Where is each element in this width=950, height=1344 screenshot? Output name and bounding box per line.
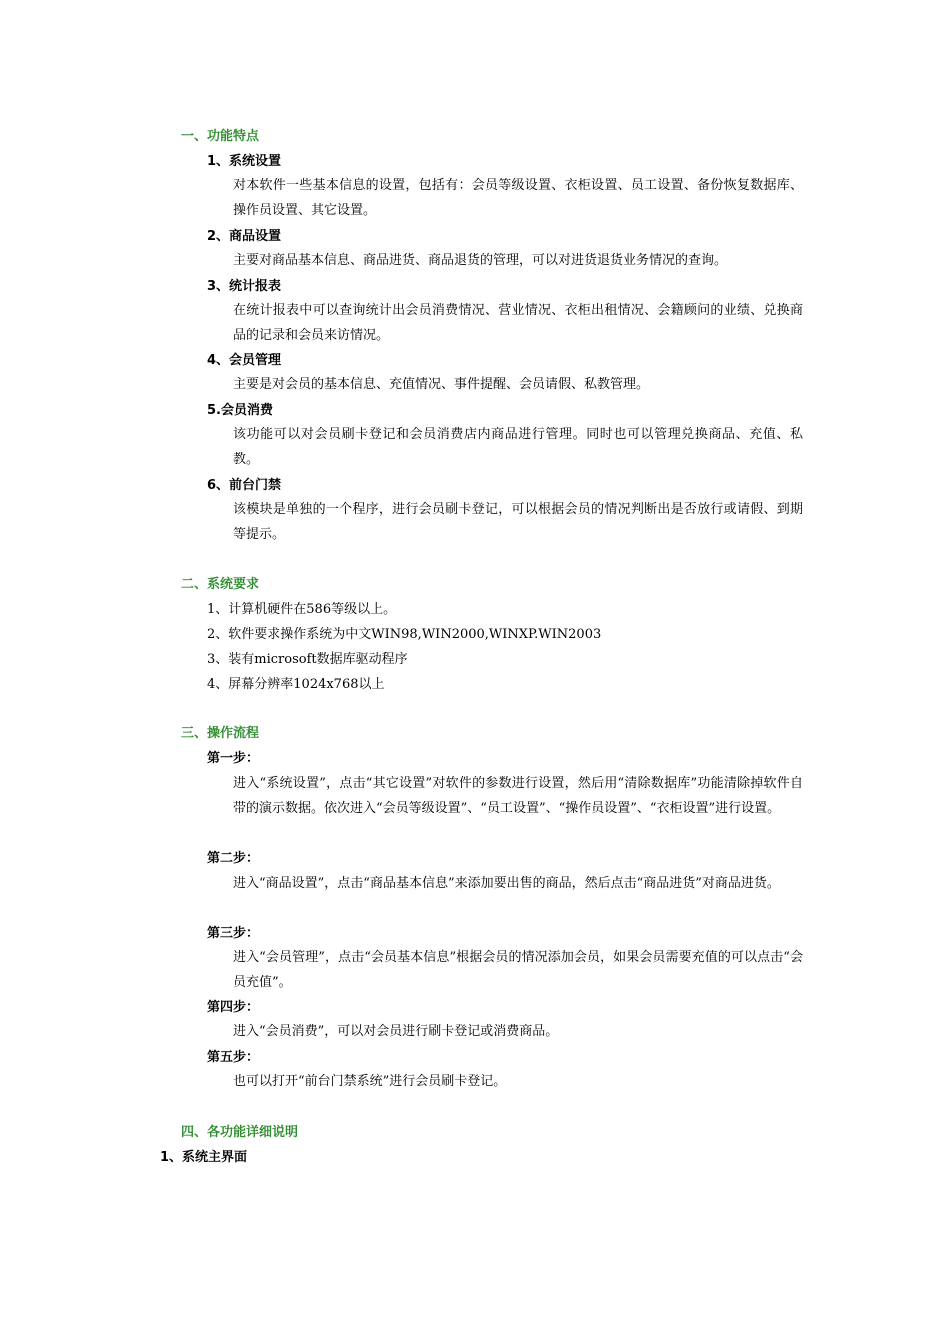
section-title-features: 一、功能特点 <box>181 129 260 144</box>
feature-text-member-management: 主要是对会员的基本信息、充值情况、事件提醒、会员请假、私教管理。 <box>233 377 650 392</box>
step-label-3: 第三步： <box>207 926 260 941</box>
step-text-4: 进入“会员消费”，可以对会员进行刷卡登记或消费商品。 <box>233 1024 559 1039</box>
requirement-item: 2、软件要求操作系统为中文WIN98,WIN2000,WINXP.WIN2003 <box>207 627 602 642</box>
section-title-requirements: 二、系统要求 <box>181 577 260 592</box>
subsection-main-interface: 1、系统主界面 <box>160 1150 248 1165</box>
section-title-details: 四、各功能详细说明 <box>181 1125 299 1140</box>
requirement-item: 1、计算机硬件在586等级以上。 <box>207 602 397 617</box>
feature-label-product-settings: 2、商品设置 <box>207 229 282 244</box>
feature-text-front-desk-access: 该模块是单独的一个程序，进行会员刷卡登记，可以根据会员的情况判断出是否放行或请假、到期等提示。 <box>233 502 803 542</box>
feature-label-member-management: 4、会员管理 <box>207 353 282 368</box>
feature-label-reports: 3、统计报表 <box>207 279 282 294</box>
feature-label-member-consumption: 5.会员消费 <box>207 403 273 418</box>
step-label-5: 第五步： <box>207 1050 260 1065</box>
feature-label-front-desk-access: 6、前台门禁 <box>207 478 282 493</box>
step-text-5: 也可以打开“前台门禁系统”进行会员刷卡登记。 <box>233 1074 507 1089</box>
requirement-item: 3、装有microsoft数据库驱动程序 <box>207 652 408 667</box>
step-label-4: 第四步： <box>207 1000 260 1015</box>
requirement-item: 4、屏幕分辨率1024x768以上 <box>207 677 385 692</box>
feature-label-system-settings: 1、系统设置 <box>207 154 282 169</box>
feature-text-reports: 在统计报表中可以查询统计出会员消费情况、营业情况、衣柜出租情况、会籍顾问的业绩、兑换商品的记录和会员来访情况。 <box>233 303 803 343</box>
feature-text-member-consumption: 该功能可以对会员刷卡登记和会员消费店内商品进行管理。同时也可以管理兑换商品、充值、私教。 <box>233 427 803 467</box>
step-text-3: 进入“会员管理”，点击“会员基本信息”根据会员的情况添加会员，如果会员需要充值的可以点击“会员充值”。 <box>233 950 803 990</box>
feature-text-system-settings: 对本软件一些基本信息的设置，包括有：会员等级设置、衣柜设置、员工设置、备份恢复数据库、操作员设置、其它设置。 <box>233 178 803 218</box>
section-title-workflow: 三、操作流程 <box>181 726 260 741</box>
feature-text-product-settings: 主要对商品基本信息、商品进货、商品退货的管理，可以对进货退货业务情况的查询。 <box>233 253 728 268</box>
step-label-2: 第二步： <box>207 851 260 866</box>
step-text-1: 进入“系统设置”，点击“其它设置”对软件的参数进行设置，然后用“清除数据库”功能清除掉软件自带的演示数据。依次进入“会员等级设置”、“员工设置”、“操作员设置”、“衣柜设置”进行设置。 <box>233 776 803 816</box>
step-label-1: 第一步： <box>207 751 260 766</box>
step-text-2: 进入“商品设置”，点击“商品基本信息”来添加要出售的商品，然后点击“商品进货”对商品进货。 <box>233 876 780 891</box>
